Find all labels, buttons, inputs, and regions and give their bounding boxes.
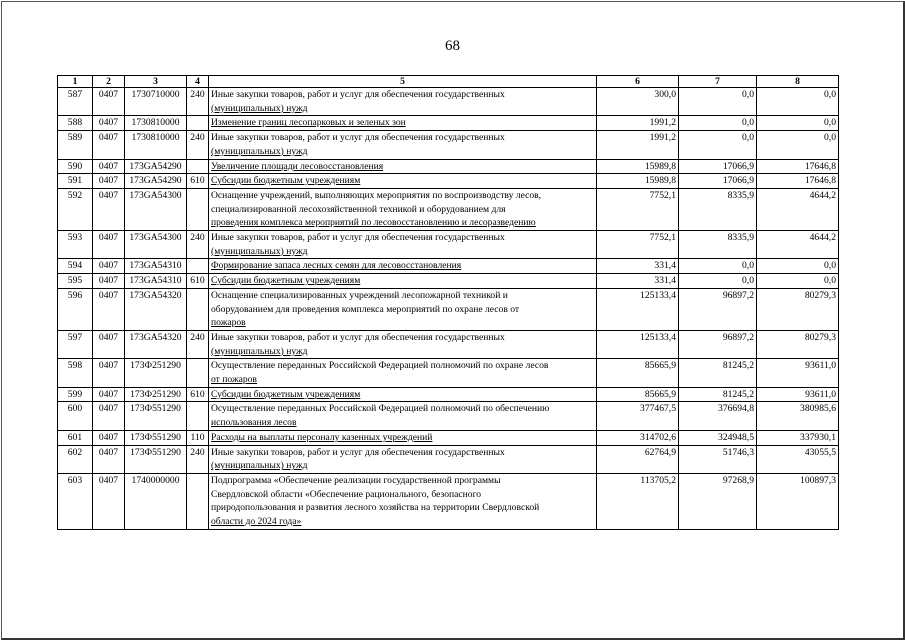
table-row [58, 188, 839, 230]
amount-col7-cell: 0,0 [679, 274, 757, 289]
description-cell [209, 274, 597, 289]
description-line: специализированной лесохозяйственной техникой и оборудованием для [211, 203, 506, 215]
row-number-cell: 595 [58, 274, 93, 289]
row-number-cell: 603 [58, 473, 93, 529]
description-line: области до 2024 года» [211, 516, 302, 528]
description-cell [209, 445, 597, 473]
col-header: 2 [93, 76, 125, 88]
expense-type-cell [187, 359, 209, 387]
col-header: 3 [125, 76, 187, 88]
description-line: (муниципальных) нужд [211, 345, 308, 357]
row-number-cell: 587 [58, 88, 93, 116]
col-header: 7 [679, 76, 757, 88]
row-number-cell: 590 [58, 159, 93, 174]
description-line: Оснащение специализированных учреждений лесопожарной техникой и [211, 289, 508, 301]
amount-col8-cell: 0,0 [757, 88, 839, 116]
amount-col8-cell: 93611,0 [757, 387, 839, 402]
expense-type-cell [187, 159, 209, 174]
description-cell [209, 359, 597, 387]
description-line: Изменение границ лесопарковых и зеленых зон [211, 117, 406, 129]
description-line: пожаров [211, 317, 246, 329]
description-line: Формирование запаса лесных семян для лесовосстановления [211, 260, 462, 272]
amount-col6-cell: 331,4 [597, 274, 679, 289]
amount-col6-cell: 377467,5 [597, 402, 679, 430]
row-number-cell: 596 [58, 288, 93, 330]
amount-col7-cell: 8335,9 [679, 188, 757, 230]
table-row [58, 116, 839, 131]
description-line: Иные закупки товаров, работ и услуг для обеспечения государственных [211, 232, 505, 244]
amount-col7-cell: 0,0 [679, 259, 757, 274]
description-cell [209, 259, 597, 274]
header-row [58, 76, 839, 88]
col-header: 6 [597, 76, 679, 88]
target-article-cell: 173GA54300 [125, 188, 187, 230]
description-line: от пожаров [211, 374, 257, 386]
table-row [58, 359, 839, 387]
row-number-cell: 588 [58, 116, 93, 131]
expense-type-cell: 240 [187, 88, 209, 116]
amount-col6-cell: 85665,9 [597, 387, 679, 402]
amount-col8-cell: 17646,8 [757, 174, 839, 189]
expense-type-cell: 240 [187, 330, 209, 358]
description-line: использования лесов [211, 417, 297, 429]
amount-col8-cell: 0,0 [757, 131, 839, 159]
expense-type-cell: 610 [187, 274, 209, 289]
amount-col6-cell: 85665,9 [597, 359, 679, 387]
amount-col8-cell: 4644,2 [757, 231, 839, 259]
section-code-cell: 0407 [93, 387, 125, 402]
section-code-cell: 0407 [93, 473, 125, 529]
description-line: Свердловской области «Обеспечение рационального, безопасного [211, 488, 482, 500]
row-number-cell: 599 [58, 387, 93, 402]
amount-col7-cell: 0,0 [679, 116, 757, 131]
target-article-cell: 1730810000 [125, 116, 187, 131]
col-header: 8 [757, 76, 839, 88]
description-line: (муниципальных) нужд [211, 102, 308, 114]
section-code-cell: 0407 [93, 445, 125, 473]
description-line: оборудованием для проведения комплекса мероприятий по охране лесов от [211, 303, 520, 315]
amount-col8-cell: 380985,6 [757, 402, 839, 430]
target-article-cell: 173GA54300 [125, 231, 187, 259]
expense-type-cell: 610 [187, 387, 209, 402]
expense-type-cell: 240 [187, 131, 209, 159]
page-number: 68 [445, 38, 460, 54]
description-cell [209, 330, 597, 358]
amount-col7-cell: 81245,2 [679, 387, 757, 402]
section-code-cell: 0407 [93, 274, 125, 289]
description-cell [209, 174, 597, 189]
section-code-cell: 0407 [93, 174, 125, 189]
row-number-cell: 600 [58, 402, 93, 430]
description-line: Иные закупки товаров, работ и услуг для обеспечения государственных [211, 331, 505, 343]
row-number-cell: 598 [58, 359, 93, 387]
amount-col6-cell: 15989,8 [597, 159, 679, 174]
section-code-cell: 0407 [93, 116, 125, 131]
description-line: Иные закупки товаров, работ и услуг для обеспечения государственных [211, 89, 505, 100]
amount-col6-cell: 7752,1 [597, 231, 679, 259]
col-header: 4 [187, 76, 209, 88]
amount-col6-cell: 125133,4 [597, 330, 679, 358]
amount-col7-cell: 96897,2 [679, 288, 757, 330]
section-code-cell: 0407 [93, 430, 125, 445]
table-row [58, 88, 839, 116]
description-cell [209, 88, 597, 116]
amount-col8-cell: 100897,3 [757, 473, 839, 529]
row-number-cell: 597 [58, 330, 93, 358]
amount-col7-cell: 81245,2 [679, 359, 757, 387]
amount-col6-cell: 1991,2 [597, 116, 679, 131]
description-line: Осуществление переданных Российской Федерацией полномочий по обеспечению [211, 403, 550, 415]
amount-col7-cell: 96897,2 [679, 330, 757, 358]
description-cell [209, 159, 597, 174]
expense-type-cell [187, 259, 209, 274]
description-line: Субсидии бюджетным учреждениям [211, 388, 361, 400]
section-code-cell: 0407 [93, 159, 125, 174]
expense-type-cell [187, 188, 209, 230]
description-cell [209, 116, 597, 131]
amount-col7-cell: 324948,5 [679, 430, 757, 445]
description-cell [209, 288, 597, 330]
amount-col8-cell: 4644,2 [757, 188, 839, 230]
description-line: (муниципальных) нужд [211, 245, 308, 257]
amount-col6-cell: 113705,2 [597, 473, 679, 529]
amount-col7-cell: 51746,3 [679, 445, 757, 473]
description-cell [209, 131, 597, 159]
description-line: Расходы на выплаты персоналу казенных учреждений [211, 431, 433, 443]
amount-col6-cell: 7752,1 [597, 188, 679, 230]
amount-col8-cell: 80279,3 [757, 288, 839, 330]
section-code-cell: 0407 [93, 259, 125, 274]
target-article-cell: 173GA54290 [125, 159, 187, 174]
amount-col7-cell: 17066,9 [679, 174, 757, 189]
amount-col6-cell: 331,4 [597, 259, 679, 274]
target-article-cell: 173GA54310 [125, 259, 187, 274]
amount-col7-cell: 376694,8 [679, 402, 757, 430]
amount-col6-cell: 314702,6 [597, 430, 679, 445]
description-line: природопользования и развития лесного хозяйства на территории Свердловской [211, 502, 540, 514]
table-row [58, 288, 839, 330]
row-number-cell: 602 [58, 445, 93, 473]
amount-col8-cell: 43055,5 [757, 445, 839, 473]
section-code-cell: 0407 [93, 131, 125, 159]
row-number-cell: 591 [58, 174, 93, 189]
description-line: Осуществление переданных Российской Федерацией полномочий по охране лесов [211, 360, 549, 372]
target-article-cell: 173Ф251290 [125, 359, 187, 387]
description-cell [209, 387, 597, 402]
amount-col8-cell: 0,0 [757, 259, 839, 274]
description-line: Иные закупки товаров, работ и услуг для обеспечения государственных [211, 132, 505, 144]
target-article-cell: 173GA54320 [125, 288, 187, 330]
col-header: 1 [58, 76, 93, 88]
amount-col8-cell: 0,0 [757, 274, 839, 289]
expense-type-cell [187, 288, 209, 330]
amount-col7-cell: 8335,9 [679, 231, 757, 259]
amount-col6-cell: 125133,4 [597, 288, 679, 330]
description-cell [209, 402, 597, 430]
target-article-cell: 173Ф251290 [125, 387, 187, 402]
amount-col8-cell: 17646,8 [757, 159, 839, 174]
description-line: (муниципальных) нужд [211, 460, 308, 472]
section-code-cell: 0407 [93, 188, 125, 230]
table-row [58, 330, 839, 358]
table-row [58, 473, 839, 529]
section-code-cell: 0407 [93, 330, 125, 358]
row-number-cell: 594 [58, 259, 93, 274]
budget-table [57, 75, 839, 530]
description-line: Увеличение площади лесовосстановления [211, 160, 384, 172]
target-article-cell: 1730810000 [125, 131, 187, 159]
amount-col7-cell: 0,0 [679, 88, 757, 116]
amount-col8-cell: 80279,3 [757, 330, 839, 358]
amount-col8-cell: 0,0 [757, 116, 839, 131]
table-row [58, 274, 839, 289]
amount-col8-cell: 337930,1 [757, 430, 839, 445]
target-article-cell: 1740000000 [125, 473, 187, 529]
target-article-cell: 173GA54320 [125, 330, 187, 358]
amount-col6-cell: 1991,2 [597, 131, 679, 159]
description-line: Субсидии бюджетным учреждениям [211, 275, 361, 287]
amount-col8-cell: 93611,0 [757, 359, 839, 387]
description-line: Подпрограмма «Обеспечение реализации государственной программы [211, 474, 501, 486]
section-code-cell: 0407 [93, 288, 125, 330]
expense-type-cell: 240 [187, 445, 209, 473]
target-article-cell: 173Ф551290 [125, 445, 187, 473]
table-row [58, 402, 839, 430]
amount-col6-cell: 300,0 [597, 88, 679, 116]
section-code-cell: 0407 [93, 359, 125, 387]
row-number-cell: 589 [58, 131, 93, 159]
amount-col7-cell: 97268,9 [679, 473, 757, 529]
expense-type-cell: 240 [187, 231, 209, 259]
table-row [58, 174, 839, 189]
description-line: Иные закупки товаров, работ и услуг для обеспечения государственных [211, 446, 505, 458]
expense-type-cell [187, 402, 209, 430]
row-number-cell: 592 [58, 188, 93, 230]
amount-col7-cell: 0,0 [679, 131, 757, 159]
table-row [58, 445, 839, 473]
table-row [58, 131, 839, 159]
amount-col6-cell: 62764,9 [597, 445, 679, 473]
row-number-cell: 601 [58, 430, 93, 445]
target-article-cell: 173Ф551290 [125, 402, 187, 430]
amount-col6-cell: 15989,8 [597, 174, 679, 189]
section-code-cell: 0407 [93, 402, 125, 430]
description-line: проведения комплекса мероприятий по лесовосстановлению и лесоразведению [211, 217, 536, 229]
table-body [58, 88, 839, 530]
table-row [58, 430, 839, 445]
description-line: Оснащение учреждений, выполняющих мероприятия по воспроизводству лесов, [211, 189, 542, 201]
section-code-cell: 0407 [93, 88, 125, 116]
description-cell [209, 231, 597, 259]
table-row [58, 159, 839, 174]
target-article-cell: 173GA54290 [125, 174, 187, 189]
col-header: 5 [209, 76, 597, 88]
expense-type-cell: 110 [187, 430, 209, 445]
expense-type-cell: 610 [187, 174, 209, 189]
target-article-cell: 173Ф551290 [125, 430, 187, 445]
description-line: (муниципальных) нужд [211, 145, 308, 157]
section-code-cell: 0407 [93, 231, 125, 259]
description-line: Субсидии бюджетным учреждениям [211, 175, 361, 187]
target-article-cell: 173GA54310 [125, 274, 187, 289]
description-cell [209, 473, 597, 529]
amount-col7-cell: 17066,9 [679, 159, 757, 174]
expense-type-cell [187, 116, 209, 131]
target-article-cell: 1730710000 [125, 88, 187, 116]
expense-type-cell [187, 473, 209, 529]
table-row [58, 231, 839, 259]
row-number-cell: 593 [58, 231, 93, 259]
description-cell [209, 430, 597, 445]
table-row [58, 387, 839, 402]
description-cell [209, 188, 597, 230]
table-row [58, 259, 839, 274]
